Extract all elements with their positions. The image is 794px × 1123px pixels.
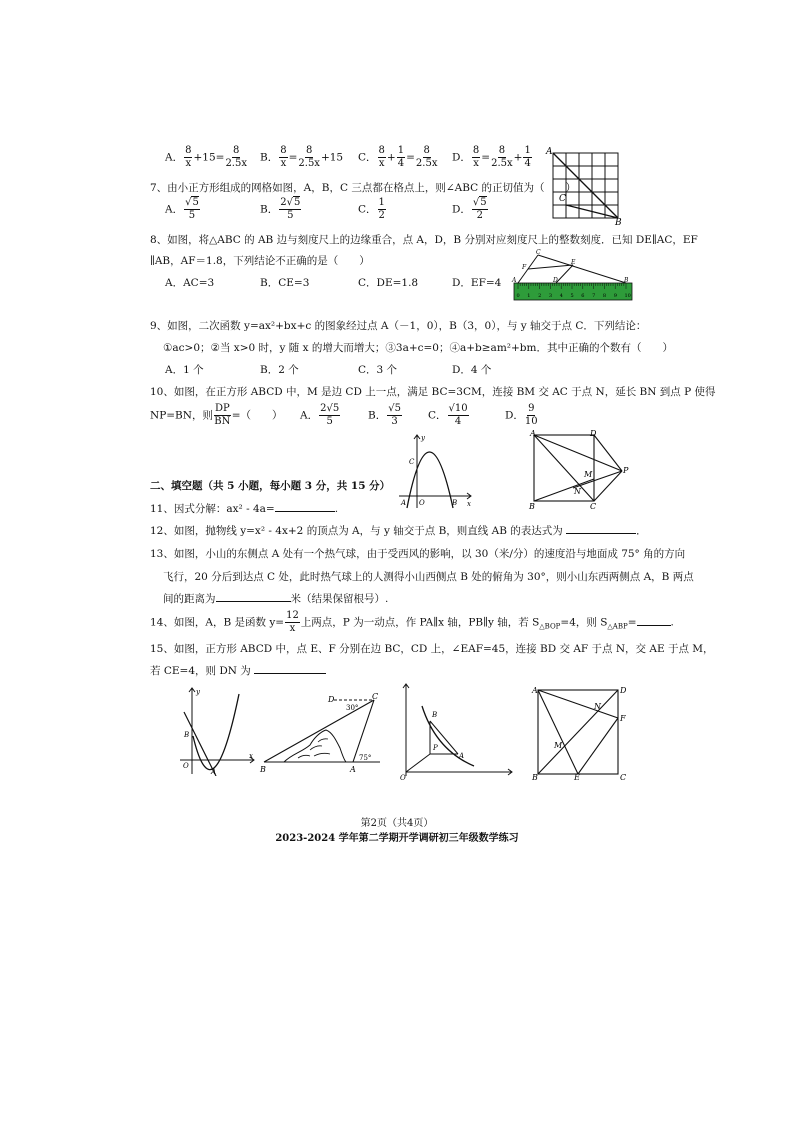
q9-label-a: A bbox=[401, 499, 407, 507]
q10-stem-line2: NP=BN，则 $\frac{DP}{BN}$ =（ ） bbox=[150, 403, 283, 427]
q15-line2: 若 CE=4，则 DN 为 bbox=[150, 663, 326, 678]
q15-line1: 15、如图，正方形 ABCD 中，点 E、F 分别在边 BC，CD 上，∠EAF=45，连接 BD 交 AF 于点 N，交 AE 于点 M， bbox=[150, 643, 714, 655]
q15-label-f: F bbox=[620, 714, 626, 723]
q15-label-a: A bbox=[532, 686, 538, 695]
q10-option-a: A． $\frac{2√5}{5}$ bbox=[300, 403, 340, 427]
q14-label-a: A bbox=[459, 752, 465, 760]
q9-option-b: B．2 个 bbox=[260, 364, 299, 376]
q12-label-o: O bbox=[183, 762, 189, 770]
q8-stem-line2: ∥AB，AF＝1.8，下列结论不正确的是（ ） bbox=[150, 255, 370, 267]
q6-option-a: A． $\frac{8}{x}$ +15= $\frac{8}{2.5x}$ bbox=[165, 145, 247, 169]
q8-label-a: A bbox=[512, 277, 517, 284]
q9-label-y: y bbox=[421, 434, 425, 442]
ruler-tick-label: 7 bbox=[592, 293, 596, 299]
page-number: 第2页（共4页） bbox=[360, 818, 434, 829]
q9-option-c: C．3 个 bbox=[358, 364, 398, 376]
q9-label-b: B bbox=[452, 499, 458, 507]
q8-option-b: B．CE=3 bbox=[260, 277, 310, 289]
ruler-tick-label: 6 bbox=[581, 293, 585, 299]
q12-answer-blank[interactable] bbox=[566, 533, 636, 534]
q10-label-a: A bbox=[530, 429, 536, 438]
q10-square-figure bbox=[526, 427, 636, 512]
q8-label-f: F bbox=[522, 264, 527, 271]
q15-label-m: M bbox=[554, 741, 563, 750]
q6-option-d: D． $\frac{8}{x}$ = $\frac{8}{2.5x}$ + $\frac{1}{4}$ bbox=[452, 145, 531, 169]
q10-option-c: C． $\frac{√10}{4}$ bbox=[428, 403, 468, 427]
q10-option-d: D． $\frac{9}{10}$ bbox=[505, 403, 538, 427]
q8-label-e: E bbox=[571, 259, 576, 266]
ruler-tick-label: 8 bbox=[602, 293, 607, 299]
q12-label-x: x bbox=[249, 752, 253, 760]
q14-label-b: B bbox=[432, 711, 438, 719]
q7-option-b: B． $\frac{2√5}{5}$ bbox=[260, 197, 301, 221]
q15-square-figure bbox=[530, 684, 630, 780]
q6-option-b: B． $\frac{8}{x}$ = $\frac{8}{2.5x}$ +15 bbox=[260, 145, 344, 169]
ruler-tick-label: 1 bbox=[527, 293, 531, 299]
q14-label-o: O bbox=[400, 774, 406, 780]
q9-option-d: D．4 个 bbox=[452, 364, 492, 376]
q7-label-b: B bbox=[615, 218, 622, 225]
q15-label-c: C bbox=[620, 773, 627, 780]
q14-stem: 14、如图，A，B 是函数 y= $\frac{12}{x}$ 上两点，P 为一动点，作 PA∥x 轴，PB∥y 轴，若 $S_{\triangle BOP}=4$，则 $S_{\triangle ABP}=$ . bbox=[150, 610, 674, 634]
q11-answer-blank[interactable] bbox=[275, 511, 335, 512]
q11-stem: 11、因式分解：ax² - 4a= . bbox=[150, 503, 339, 515]
q14-hyperbola-figure bbox=[396, 680, 516, 780]
q7-label-c: C bbox=[559, 194, 566, 204]
q13-line1: 13、如图，小山的东侧点 A 处有一个热气球，由于受西风的影响，以 30（米/分）的速度沿与地面成 75° 角的方向 bbox=[150, 548, 686, 560]
q6-option-c: C． $\frac{8}{x}$ + $\frac{1}{4}$ = $\frac{8}{2.5x}$ bbox=[358, 145, 438, 169]
q9-parabola-figure bbox=[395, 430, 475, 510]
q15-label-e: E bbox=[574, 773, 580, 780]
q8-label-d: D bbox=[553, 277, 558, 284]
q9-label-c: C bbox=[409, 458, 415, 466]
q10-stem-line1: 10、如图，在正方形 ABCD 中，M 是边 CD 上一点，满足 BC=3CM，连接 BM 交 AC 于点 N，延长 BN 到点 P 使得 bbox=[150, 386, 716, 398]
q8-label-c: C bbox=[536, 249, 541, 256]
q9-label-o: O bbox=[419, 499, 425, 507]
q10-label-d: D bbox=[590, 429, 597, 438]
q10-label-b: B bbox=[529, 502, 535, 511]
q8-stem-line1: 8、如图，将△ABC 的 AB 边与刻度尺上的边缘重合，点 A，D，B 分别对应刻度尺上的整数刻度．已知 DE∥AC，EF bbox=[150, 234, 698, 246]
q9-stem-line2: ①ac>0；②当 x>0 时，y 随 x 的增大而增大；③3a+c=0；④a+b≥am²+bm．其中正确的个数有（ ） bbox=[163, 342, 673, 354]
q13-answer-blank[interactable] bbox=[216, 601, 291, 602]
q13-angle-30: 30° bbox=[346, 704, 359, 712]
q7-stem: 7、由小正方形组成的网格如图，A，B，C 三点都在格点上，则∠ABC 的正切值为（ ） bbox=[150, 182, 577, 194]
q10-label-m: M bbox=[584, 470, 593, 479]
q7-label-a: A bbox=[546, 147, 553, 157]
q10-label-p: P bbox=[623, 466, 629, 475]
ruler-tick-label: 3 bbox=[548, 293, 553, 299]
ruler-tick-label: 9 bbox=[613, 293, 617, 299]
ruler-tick-label: 2 bbox=[538, 293, 542, 299]
q13-label-a: A bbox=[350, 765, 356, 774]
q8-ruler-figure bbox=[508, 245, 638, 303]
q13-label-b: B bbox=[260, 765, 266, 774]
q12-parabola-figure bbox=[176, 684, 256, 776]
q15-label-d: D bbox=[620, 686, 627, 695]
ruler-tick-label: 10 bbox=[624, 293, 631, 299]
q9-label-x: x bbox=[467, 500, 471, 508]
ruler-tick-label: 0 bbox=[516, 293, 520, 299]
q10-label-c: C bbox=[590, 502, 597, 511]
q13-line3: 间的距离为 米（结果保留根号）. bbox=[163, 593, 389, 605]
exam-title: 2023-2024 学年第二学期开学调研初三年级数学练习 bbox=[275, 833, 519, 844]
q8-label-b: B bbox=[624, 277, 629, 284]
q12-stem: 12、如图，抛物线 y=x² - 4x+2 的顶点为 A，与 y 轴交于点 B，则直线 AB 的表达式为 ． bbox=[150, 525, 647, 537]
q15-label-n: N bbox=[594, 702, 601, 711]
q13-label-d: D bbox=[328, 695, 335, 704]
q13-line2: 飞行，20 分后到达点 C 处，此时热气球上的人测得小山西侧点 B 处的俯角为 30°，则小山东西两侧点 A，B 两点 bbox=[163, 571, 694, 583]
q12-label-a: A bbox=[211, 768, 217, 776]
q7-option-c: C． $\frac{1}{2}$ bbox=[358, 197, 385, 221]
q12-label-y: y bbox=[196, 688, 200, 696]
q13-label-c: C bbox=[372, 692, 379, 701]
section2-title: 二、填空题（共 5 小题，每小题 3 分，共 15 分） bbox=[150, 480, 391, 492]
q8-option-a: A．AC=3 bbox=[165, 277, 215, 289]
q10-option-b: B． $\frac{√5}{3}$ bbox=[368, 403, 401, 427]
q15-answer-blank[interactable] bbox=[254, 673, 326, 674]
q15-label-b: B bbox=[532, 773, 538, 780]
q12-label-b: B bbox=[184, 731, 190, 739]
q8-option-d: D．EF=4 bbox=[452, 277, 502, 289]
ruler-tick-label: 5 bbox=[570, 293, 574, 299]
q9-stem-line1: 9、如图，二次函数 y=ax²+bx+c 的图象经过点 A（－1，0），B（3，0），与 y 轴交于点 C．下列结论： bbox=[150, 320, 647, 332]
q13-angle-75: 75° bbox=[359, 754, 372, 762]
q9-option-a: A．1 个 bbox=[165, 364, 204, 376]
q8-option-c: C．DE=1.8 bbox=[358, 277, 419, 289]
q10-label-n: N bbox=[574, 487, 581, 496]
q7-option-a: A． $\frac{√5}{5}$ bbox=[165, 197, 199, 221]
q7-option-d: D． $\frac{√5}{2}$ bbox=[452, 197, 487, 221]
q14-label-p: P bbox=[433, 744, 438, 752]
q13-mountain-figure bbox=[258, 690, 388, 776]
q14-answer-blank[interactable] bbox=[637, 625, 671, 626]
ruler-tick-label: 4 bbox=[559, 293, 563, 299]
